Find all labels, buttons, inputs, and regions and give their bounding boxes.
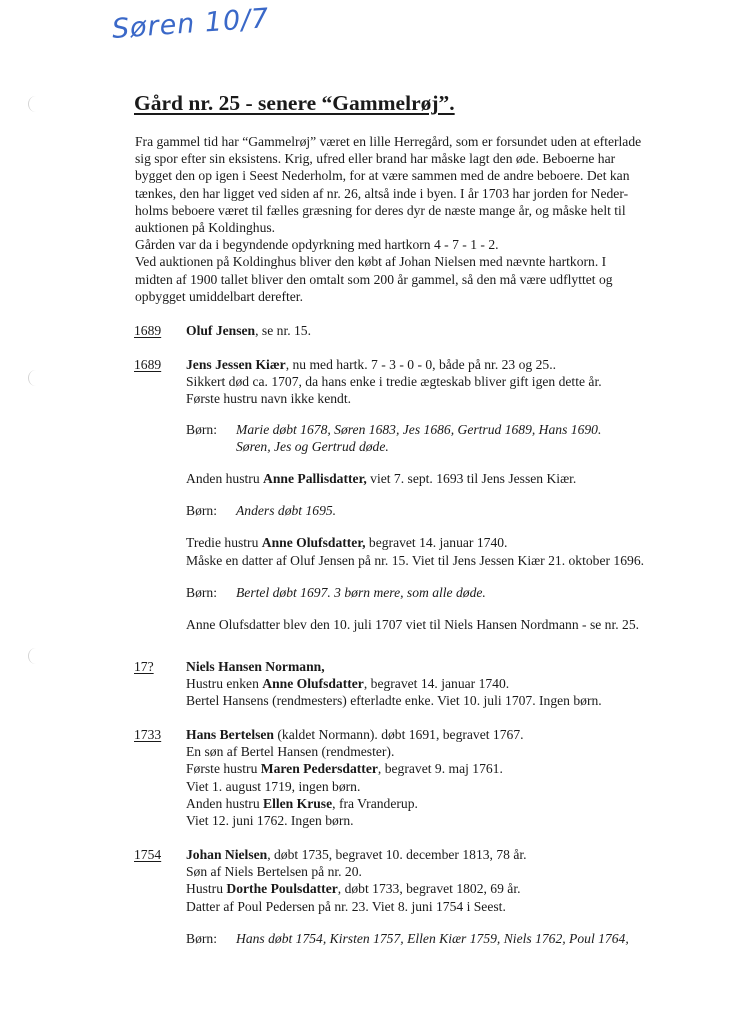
- intro-line: sig spor efter sin eksistens. Krig, ufred eller brand har måske lagt den øde. Beboerne har: [135, 151, 616, 167]
- owner-name: Oluf Jensen: [186, 323, 256, 338]
- children-names: Anders døbt 1695.: [236, 503, 337, 519]
- entry-text: Søn af Niels Bertelsen på nr. 20.: [186, 864, 362, 880]
- intro-line: opbygget umiddelbart derefter.: [135, 288, 303, 304]
- intro-line: holms beboere været til fælles græsning for deres dyr de næste mange år, og måske helt til: [135, 202, 626, 218]
- children-names: Bertel døbt 1697. 3 børn mere, som alle døde.: [236, 584, 486, 600]
- entry-text: Bertel Hansens (rendmesters) efterladte enke. Viet 10. juli 1707. Ingen børn.: [186, 693, 602, 709]
- entry-text: Hustru: [186, 881, 227, 897]
- entry-text: , nu med hartk. 7 - 3 - 0 - 0, både på nr. 23 og 25..: [285, 357, 556, 372]
- entry-text: , døbt 1733, begravet 1802, 69 år.: [337, 881, 521, 897]
- punch-hole-mark: [28, 370, 43, 386]
- spouse-name: Maren Pedersdatter: [260, 761, 378, 777]
- entry-text: Viet 12. juni 1762. Ingen børn.: [186, 813, 354, 829]
- owner-name: Jens Jessen Kiær: [186, 357, 286, 372]
- entry-year: 1689: [134, 357, 162, 372]
- entry-text: Anden hustru: [186, 471, 264, 487]
- spouse-name: Dorthe Poulsdatter: [226, 881, 338, 897]
- children-list: [186, 421, 706, 455]
- page-title: Gård nr. 25 - senere “Gammelrøj”.: [134, 91, 455, 115]
- handwritten-note: Søren 10/7: [110, 3, 271, 45]
- entry-text: Anne Olufsdatter blev den 10. juli 1707 viet til Niels Hansen Nordmann - se nr. 25.: [186, 617, 640, 633]
- entry-text: , begravet 14. januar 1740.: [363, 676, 510, 692]
- entry-year: 1689: [134, 323, 162, 338]
- entry-text: Første hustru navn ikke kendt.: [186, 391, 351, 407]
- owner-name: Johan Nielsen: [186, 847, 268, 862]
- entry-year: 1754: [134, 847, 162, 862]
- children-names: Søren, Jes og Gertrud døde.: [236, 438, 389, 454]
- children-list: [186, 502, 706, 519]
- entry-year: 1733: [134, 727, 162, 742]
- spouse-name: Anne Pallisdatter,: [263, 471, 367, 487]
- children-names: Marie døbt 1678, Søren 1683, Jes 1686, Gertrud 1689, Hans 1690.: [236, 421, 602, 437]
- spouse-name: Anne Olufsdatter: [262, 676, 364, 692]
- punch-hole-mark: [28, 96, 43, 112]
- intro-line: bygget den op igen i Seest Nederholm, for at være sammen med de andre beboere. Det kan: [135, 168, 630, 184]
- owner-name: Hans Bertelsen: [186, 727, 274, 742]
- entry-year: 17?: [134, 659, 154, 674]
- intro-line: Fra gammel tid har “Gammelrøj” været en lille Herregård, som er forsundet uden at efterlade: [135, 134, 642, 149]
- entry-text: Tredie hustru: [186, 535, 262, 551]
- entry-text: viet 7. sept. 1693 til Jens Jessen Kiær.: [366, 471, 577, 487]
- entry-text: begravet 14. januar 1740.: [365, 535, 508, 551]
- entry-body: [186, 322, 706, 339]
- children-label: Børn:: [186, 584, 217, 600]
- children-list: [186, 584, 706, 601]
- entry-body: [186, 658, 706, 710]
- children-names: Hans døbt 1754, Kirsten 1757, Ellen Kiær 1759, Niels 1762, Poul 1764,: [236, 930, 629, 946]
- intro-line: tænkes, den har ligget ved siden af nr. 26, altså inde i byen. I år 1703 har jorden for Neder-: [135, 185, 629, 201]
- entry-text: Sikkert død ca. 1707, da hans enke i tredie ægteskab bliver gift igen dette år.: [186, 374, 602, 390]
- entry-text: Måske en datter af Oluf Jensen på nr. 15. Viet til Jens Jessen Kiær 21. oktober 1696.: [186, 552, 645, 568]
- entry-text: (kaldet Normann). døbt 1691, begravet 1767.: [273, 727, 524, 742]
- intro-paragraph: [135, 133, 695, 305]
- punch-hole-mark: [28, 648, 43, 664]
- entry-text: , døbt 1735, begravet 10. december 1813, 78 år.: [267, 847, 527, 862]
- intro-line: auktionen på Koldinghus.: [135, 220, 276, 236]
- entry-text: , se nr. 15.: [255, 323, 312, 338]
- intro-line: Ved auktionen på Koldinghus bliver den købt af Johan Nielsen med nævnte hartkorn. I: [135, 254, 607, 270]
- entry-body: [186, 846, 706, 947]
- entry-text: En søn af Bertel Hansen (rendmester).: [186, 744, 395, 760]
- children-list: [186, 930, 706, 947]
- entry-text: Viet 1. august 1719, ingen børn.: [186, 778, 361, 794]
- entry-body: [186, 356, 706, 633]
- entry-text: Første hustru: [186, 761, 261, 777]
- intro-line: midten af 1900 tallet bliver den omtalt som 200 år gammel, så den må være udflyttet og: [135, 271, 613, 287]
- entry-text: , begravet 9. maj 1761.: [377, 761, 503, 777]
- intro-line: Gården var da i begyndende opdyrkning med hartkorn 4 - 7 - 1 - 2.: [135, 237, 499, 253]
- children-label: Børn:: [186, 503, 217, 519]
- entry-text: , fra Vranderup.: [332, 795, 418, 811]
- entry-body: [186, 726, 706, 829]
- spouse-name: Ellen Kruse: [263, 795, 333, 811]
- entry-text: Hustru enken: [186, 676, 263, 692]
- children-label: Børn:: [186, 930, 217, 946]
- entry-text: Datter af Poul Pedersen på nr. 23. Viet 8. juni 1754 i Seest.: [186, 898, 506, 914]
- children-label: Børn:: [186, 421, 217, 437]
- owner-name: Niels Hansen Normann,: [186, 659, 325, 674]
- spouse-name: Anne Olufsdatter,: [261, 535, 366, 551]
- entry-text: Anden hustru: [186, 795, 264, 811]
